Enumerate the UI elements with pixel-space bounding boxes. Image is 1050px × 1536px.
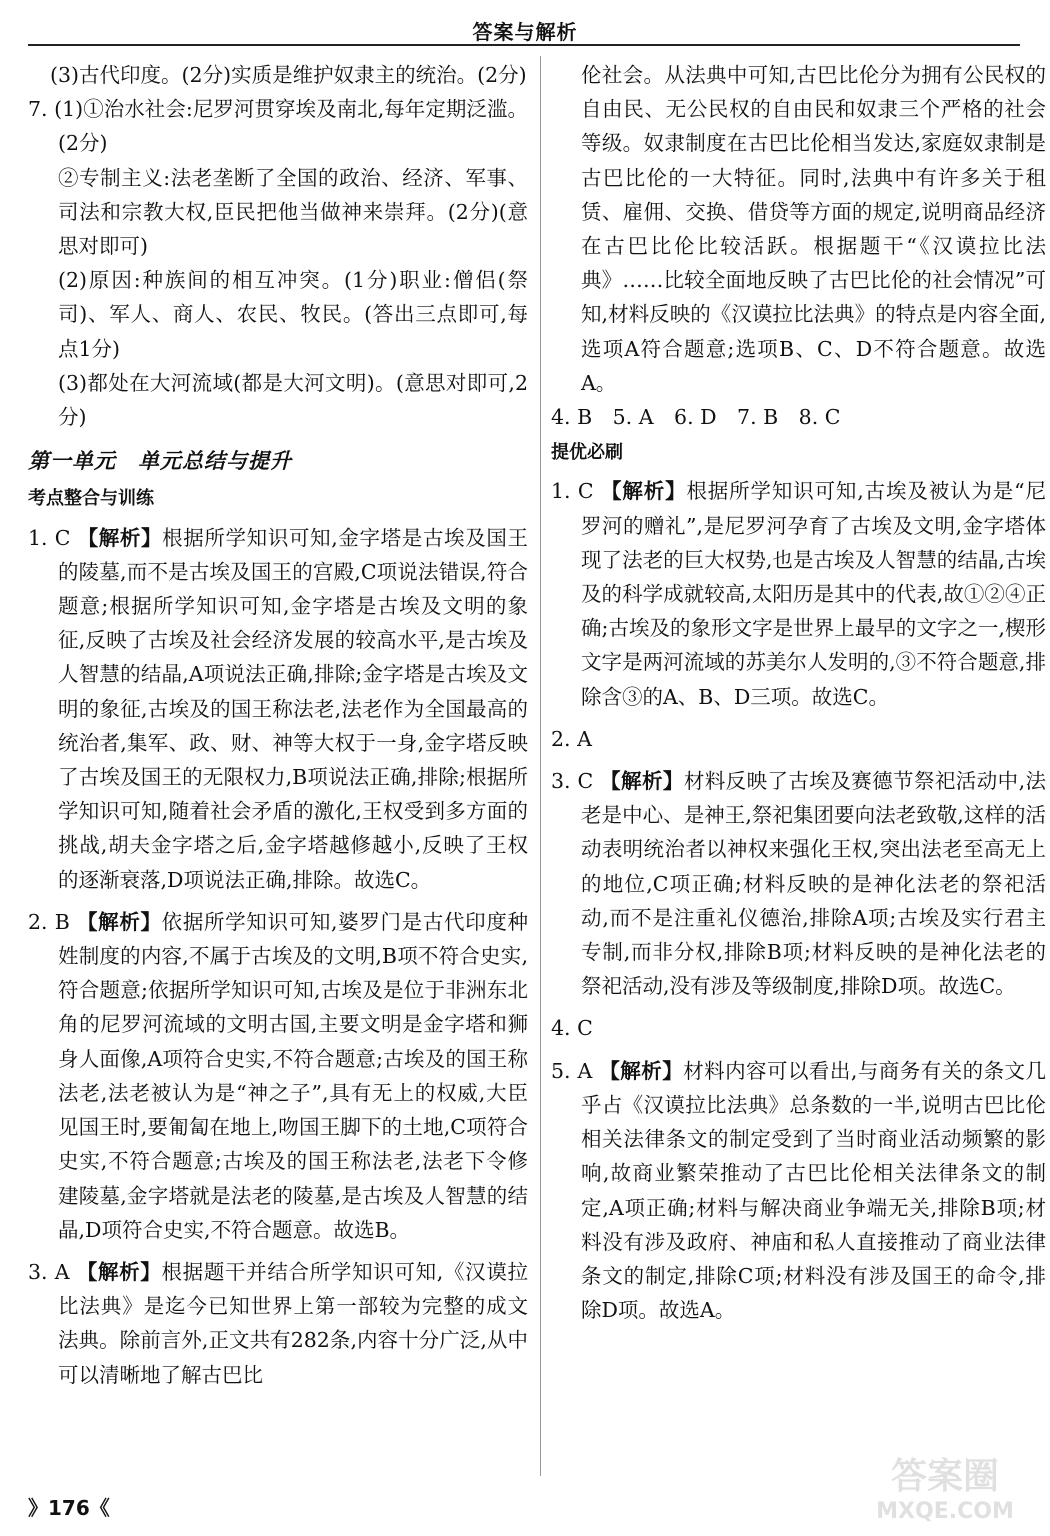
answer-6-3: (3)古代印度。(2分)实质是维护奴隶主的统治。(2分) bbox=[50, 63, 527, 87]
answer-7-2: (2)原因:种族间的相互冲突。(1分)职业:僧侣(祭司)、军人、商人、农民、牧民。(答出三点即可,每点1分) bbox=[58, 268, 528, 361]
answer-7-3: (3)都处在大河流域(都是大河文明)。(意思对即可,2分) bbox=[58, 370, 528, 430]
analysis-tag: 【解析】 bbox=[77, 909, 162, 934]
analysis-text: 材料内容可以看出,与商务有关的条文几乎占《汉谟拉比法典》总条数的一半,说明古巴比伦相关法律条文的制定受到了当时商业活动频繁的影响,故商业繁荣推动了古巴比伦相关法律条文的制定,A项正确;材料与解决商业争端无关,排除B项;材料没有涉及政府、神庙和私人直接推动了商业法律条文的制定,排除C项;材料没有涉及国王的命令,排除D项。故选A。 bbox=[581, 1058, 1046, 1323]
question-number: 3. A bbox=[28, 1259, 70, 1284]
analysis-tag: 【解析】 bbox=[77, 525, 163, 550]
header-rule bbox=[28, 44, 1020, 46]
practice-4-answer: 4. C bbox=[551, 1016, 593, 1041]
analysis-text: 材料反映了古埃及赛德节祭祀活动中,法老是中心、是神王,祭祀集团要向法老致敬,这样的活动表明统治者以神权来强化王权,突出法老至高无上的地位,C项正确;材料反映的是神化法老的祭祀活动,而不是注重礼仪德治,排除A项;古埃及实行君主专制,而非分权,排除B项;材料反映的是神化法老的祭祀活动,没有涉及等级制度,排除D项。故选C。 bbox=[581, 769, 1047, 999]
analysis-text: 根据所学知识可知,金字塔是古埃及国王的陵墓,而不是古埃及国王的宫殿,C项说法错误,符合题意;根据所学知识可知,金字塔是古埃及文明的象征,反映了古埃及社会经济发展的较高水平,是古埃及人智慧的结晶,A项说法正确,排除;金字塔是古埃及文明的象征,古埃及的国王称法老,法老作为全国最高的统治者,集军、政、财、神等大权于一身,金字塔反映了古埃及国王的无限权力,B项说法正确,排除;根据所学知识可知,随着社会矛盾的激化,王权受到多方面的挑战,胡夫金字塔之后,金字塔越修越小,反映了王权的逐渐衰落,D项说法正确,排除。故选C。 bbox=[58, 525, 528, 892]
analysis-tag: 【解析】 bbox=[599, 1058, 684, 1083]
question-number: 3. C bbox=[551, 769, 594, 794]
question-number: 1. C bbox=[551, 479, 594, 504]
practice-3-answer bbox=[551, 764, 1046, 1003]
page-header bbox=[0, 0, 1050, 46]
analysis-text: 依据所学知识可知,婆罗门是古代印度种姓制度的内容,不属于古埃及的文明,B项不符合史实,符合题意;依据所学知识可知,古埃及是位于非洲东北角的尼罗河流域的文明古国,主要文明是金字塔和狮身人面像,A项符合史实,不符合题意;古埃及的国王称法老,法老被认为是“神之子”,具有无上的权威,大臣见国王时,要匍匐在地上,吻国王脚下的土地,C项符合史实,不符合题意;古埃及的国王称法老,法老下令修建陵墓,金字塔就是法老的陵墓,是古埃及人智慧的结晶,D项符合史实,不符合题意。故选B。 bbox=[58, 909, 529, 1242]
analysis-tag: 【解析】 bbox=[601, 479, 687, 504]
answers-4-8: 4. B 5. A 6. D 7. B 8. C bbox=[551, 405, 841, 430]
page-header-title: 答案与解析 bbox=[472, 20, 578, 44]
question-number: 1. C bbox=[28, 525, 71, 550]
subsection-title: 提优必刷 bbox=[551, 442, 623, 464]
subsection-title: 考点整合与训练 bbox=[28, 488, 154, 510]
watermark-logo bbox=[860, 1446, 1030, 1526]
answer-7-1-a: 7. (1)①治水社会:尼罗河贯穿埃及南北,每年定期泛滥。(2分) bbox=[28, 97, 528, 156]
question-3-answer bbox=[28, 1255, 528, 1392]
practice-1-answer bbox=[551, 474, 1046, 713]
left-column bbox=[28, 58, 528, 1392]
right-column bbox=[551, 58, 1046, 1327]
question-number: 5. A bbox=[551, 1058, 593, 1083]
watermark-line2: MXQE.COM bbox=[876, 1499, 1014, 1524]
question-2-answer bbox=[28, 905, 528, 1247]
section-title: 第一单元 单元总结与提升 bbox=[28, 449, 292, 474]
question-number: 2. B bbox=[28, 909, 70, 934]
analysis-tag: 【解析】 bbox=[600, 769, 684, 794]
question-1-answer bbox=[28, 521, 528, 897]
practice-2-answer: 2. A bbox=[551, 726, 592, 751]
analysis-text: 根据题干并结合所学知识可知,《汉谟拉比法典》是迄今已知世界上第一部较为完整的成文法典。除前言外,正文共有282条,内容十分广泛,从中可以清晰地了解古巴比 bbox=[58, 1259, 529, 1387]
watermark-line1: 答案圈 bbox=[890, 1456, 1000, 1497]
analysis-tag: 【解析】 bbox=[76, 1259, 162, 1284]
question-3-continued: 伦社会。从法典中可知,古巴比伦分为拥有公民权的自由民、无公民权的自由民和奴隶三个严格的社会等级。奴隶制度在古巴比伦相当发达,家庭奴隶制是古巴比伦的一大特征。同时,法典中有许多关于租赁、雇佣、交换、借贷等方面的规定,说明商品经济在古巴比伦比较活跃。根据题干“《汉谟拉比法典》……比较全面地反映了古巴比伦的社会情况”可知,材料反映的《汉谟拉比法典》的特点是内容全面,选项A符合题意;选项B、C、D不符合题意。故选A。 bbox=[581, 63, 1046, 395]
page-number: 》176《 bbox=[28, 1496, 110, 1520]
practice-5-answer bbox=[551, 1054, 1046, 1328]
answer-7-1-b: ②专制主义:法老垄断了全国的政治、经济、军事、司法和宗教大权,臣民把他当做神来崇拜。(2分)(意思对即可) bbox=[58, 165, 528, 259]
analysis-text: 根据所学知识可知,古埃及被认为是“尼罗河的赠礼”,是尼罗河孕育了古埃及文明,金字塔体现了法老的巨大权势,也是古埃及人智慧的结晶,古埃及的科学成就较高,太阳历是其中的代表,故①②④正确;古埃及的象形文字是世界上最早的文字之一,楔形文字是两河流域的苏美尔人发明的,③不符合题意,排除含③的A、B、D三项。故选C。 bbox=[581, 479, 1046, 709]
column-divider bbox=[540, 56, 541, 1476]
